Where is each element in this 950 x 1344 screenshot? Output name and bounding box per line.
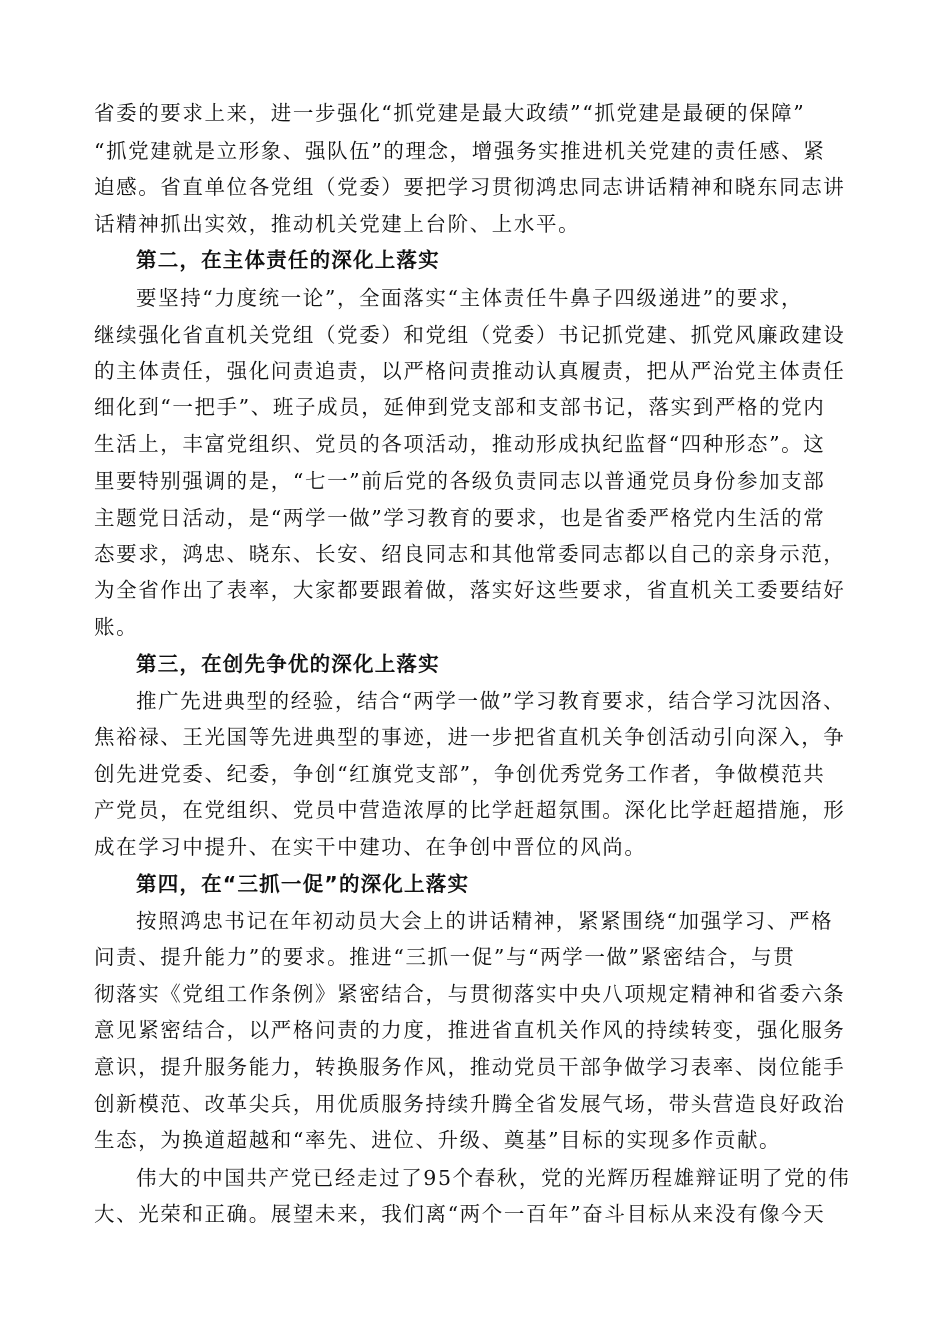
paragraph-line: 按照鸿忠书记在年初动员大会上的讲话精神，紧紧围绕“加强学习、严格 (136, 909, 834, 933)
section-heading-2: 第二，在主体责任的深化上落实 (136, 248, 440, 272)
paragraph-line: 大、光荣和正确。展望未来，我们离“两个一百年”奋斗目标从来没有像今天 (94, 1202, 826, 1226)
paragraph-line: 迫感。省直单位各党组（党委）要把学习贯彻鸿忠同志讲话精神和晓东同志讲 (94, 175, 846, 199)
paragraph-line: 的主体责任，强化问责追责，以严格问责推动认真履责，把从严治党主体责任 (94, 359, 846, 383)
paragraph-line: 意识，提升服务能力，转换服务作风，推动党员干部争做学习表率、岗位能手 (94, 1055, 846, 1079)
paragraph-line: 伟大的中国共产党已经走过了95个春秋，党的光辉历程雄辩证明了党的伟 (136, 1166, 851, 1190)
paragraph-line: 成在学习中提升、在实干中建功、在争创中晋位的风尚。 (94, 835, 647, 859)
paragraph-line: 彻落实《党组工作条例》紧密结合，与贯彻落实中央八项规定精神和省委六条 (94, 982, 846, 1006)
paragraph-line: 要坚持“力度统一论”，全面落实“主体责任牛鼻子四级递进”的要求， (136, 286, 804, 310)
paragraph-line: 意见紧密结合，以严格问责的力度，推进省直机关作风的持续转变，强化服务 (94, 1018, 846, 1042)
paragraph-line: 生态，为换道超越和“率先、进位、升级、奠基”目标的实现多作贡献。 (94, 1128, 782, 1152)
paragraph-line: 问责、提升能力”的要求。推进“三抓一促”与“两学一做”紧密结合，与贯 (94, 945, 796, 969)
paragraph-line: 话精神抓出实效，推动机关党建上台阶、上水平。 (94, 212, 581, 236)
section-heading-4: 第四，在“三抓一促”的深化上落实 (136, 872, 470, 896)
paragraph-line: 生活上，丰富党组织、党员的各项活动，推动形成执纪监督“四种形态”。这 (94, 432, 826, 456)
paragraph-line: 细化到“一把手”、班子成员，延伸到党支部和支部书记，落实到严格的党内 (94, 395, 826, 419)
paragraph-line: 焦裕禄、王光国等先进典型的事迹，进一步把省直机关争创活动引向深入，争 (94, 725, 846, 749)
paragraph-line: 主题党日活动，是“两学一做”学习教育的要求，也是省委严格党内生活的常 (94, 506, 826, 530)
paragraph-line: 产党员，在党组织、党员中营造浓厚的比学赶超氛围。深化比学赶超措施，形 (94, 798, 846, 822)
paragraph-line: 态要求，鸿忠、晓东、长安、绍良同志和其他常委同志都以自己的亲身示范， (94, 542, 846, 566)
paragraph-line: 创新模范、改革尖兵，用优质服务持续升腾全省发展气场，带头营造良好政治 (94, 1092, 846, 1116)
paragraph-line: 推广先进典型的经验，结合“两学一做”学习教育要求，结合学习沈因洛、 (136, 689, 846, 713)
section-heading-3: 第三，在创先争优的深化上落实 (136, 652, 440, 676)
paragraph-line: 创先进党委、纪委，争创“红旗党支部”，争创优秀党务工作者，争做模范共 (94, 762, 826, 786)
paragraph-line: 为全省作出了表率，大家都要跟着做，落实好这些要求，省直机关工委要结好 (94, 578, 846, 602)
paragraph-line: 继续强化省直机关党组（党委）和党组（党委）书记抓党建、抓党风廉政建设 (94, 323, 846, 347)
paragraph-line: 里要特别强调的是，“七一”前后党的各级负责同志以普通党员身份参加支部 (94, 469, 826, 493)
paragraph-line: 省委的要求上来，进一步强化“抓党建是最大政绩”“抓党建是最硬的保障” (94, 101, 806, 125)
paragraph-line: “抓党建就是立形象、强队伍”的理念，增强务实推进机关党建的责任感、紧 (94, 139, 826, 163)
paragraph-line: 账。 (94, 615, 139, 639)
